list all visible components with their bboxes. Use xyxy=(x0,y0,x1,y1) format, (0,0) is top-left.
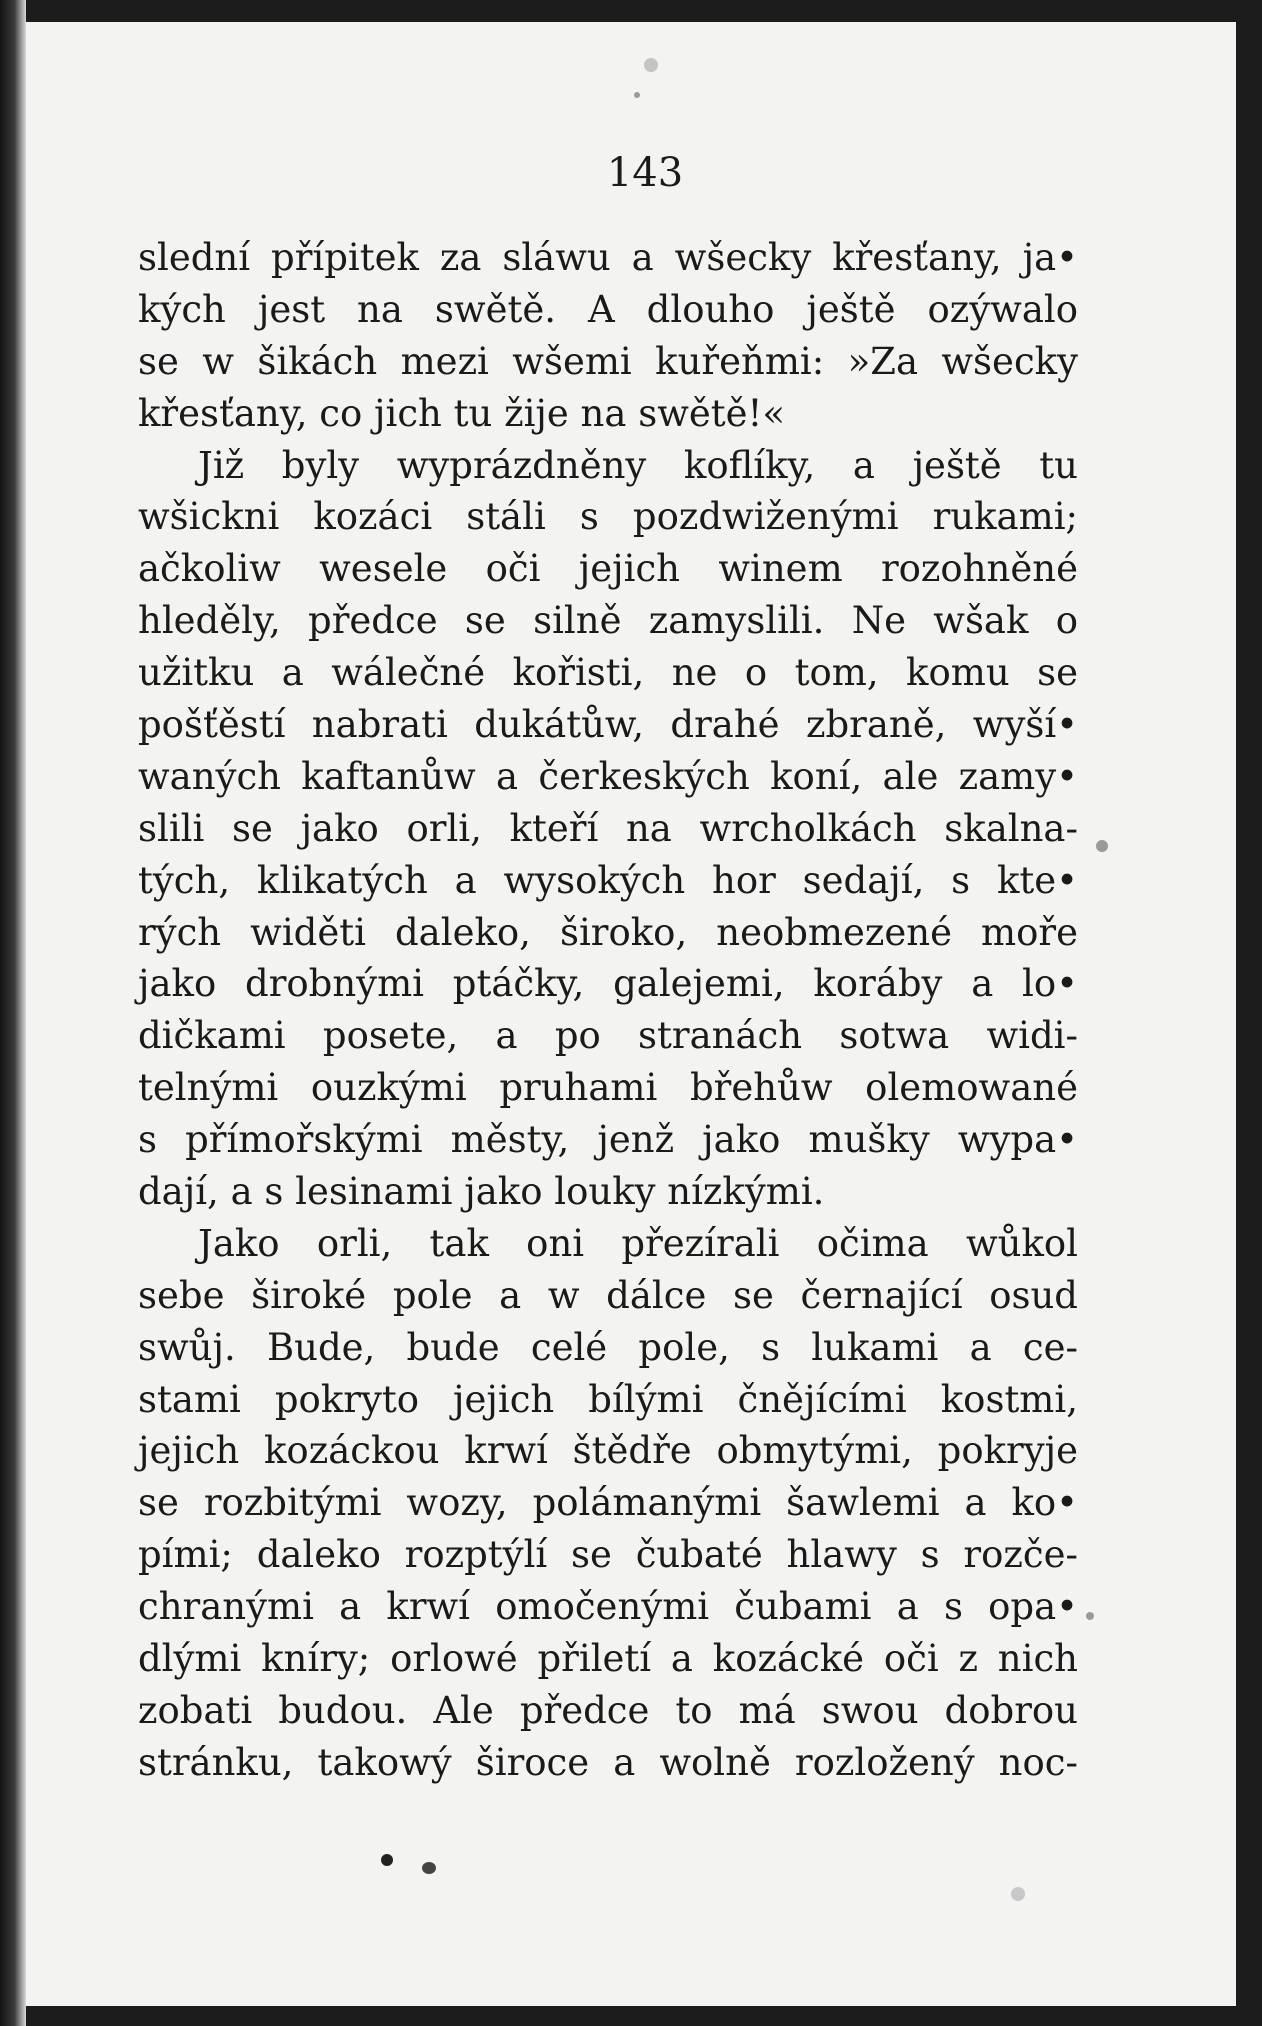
text-line: Jako orli, tak oni přezírali očima wůkol xyxy=(198,1221,1078,1265)
ink-speck xyxy=(1086,1612,1094,1620)
text-line: waných kaftanůw a čerkeských koní, ale zamy• xyxy=(138,754,1078,798)
text-line: slední přípitek za sláwu a wšecky křesťany, ja• xyxy=(138,236,1078,279)
text-line: chranými a krwí omočenými čubami a s opa• xyxy=(138,1585,1078,1629)
text-line: stránku, takowý široce a wolně rozložený noc- xyxy=(138,1740,1078,1784)
text-line: stami pokryto jejich bílými čnějícími kostmi, xyxy=(138,1377,1078,1421)
text-line: zobati budou. Ale předce to má swou dobrou xyxy=(138,1688,1078,1732)
body-text xyxy=(138,232,1078,1789)
text-line: jako drobnými ptáčky, galejemi, koráby a lo• xyxy=(138,962,1078,1006)
text-line: slili se jako orli, kteří na wrcholkách skalna- xyxy=(138,806,1078,850)
text-line: se w šikách mezi wšemi kuřeňmi: »Za wšecky xyxy=(138,339,1078,383)
text-line: pími; daleko rozptýlí se čubaté hlawy s rozče- xyxy=(138,1533,1078,1577)
text-line: kých jest na swětě. A dlouho ještě ozýwalo xyxy=(138,287,1078,331)
text-line: křesťany, co jich tu žije na swětě!« xyxy=(138,391,786,435)
text-line: hleděly, předce se silně zamyslili. Ne wšak o xyxy=(138,599,1078,643)
text-line: se rozbitými wozy, polámanými šawlemi a ko• xyxy=(138,1481,1078,1525)
text-line: s přímořskými městy, jenž jako mušky wypa• xyxy=(138,1118,1078,1162)
text-line: Již byly wyprázdněny koflíky, a ještě tu xyxy=(198,443,1078,487)
left-page-edge xyxy=(0,0,26,2026)
ink-speck xyxy=(381,1854,393,1866)
text-line: ačkoliw wesele oči jejich winem rozohněné xyxy=(138,547,1078,591)
text-line: wšickni kozáci stáli s pozdwiženými rukami; xyxy=(138,495,1078,539)
text-line: užitku a wálečné kořisti, ne o tom, komu se xyxy=(138,651,1078,695)
text-line: dičkami posete, a po stranách sotwa widi- xyxy=(138,1014,1078,1058)
page-number: 143 xyxy=(606,150,684,196)
text-line: dlými kníry; orlowé přiletí a kozácké oči z nich xyxy=(138,1637,1078,1681)
ink-speck xyxy=(1096,840,1108,852)
text-line: tých, klikatých a wysokých hor sedají, s kte• xyxy=(138,858,1078,902)
text-line: swůj. Bude, bude celé pole, s lukami a ce- xyxy=(138,1325,1078,1369)
text-line: sebe široké pole a w dálce se černající osud xyxy=(138,1273,1078,1317)
text-line: pošťěstí nabrati dukátůw, drahé zbraně, wyší• xyxy=(138,703,1078,747)
text-line: jejich kozáckou krwí štědře obmytými, pokryje xyxy=(138,1429,1078,1473)
book-page xyxy=(26,22,1236,2006)
text-line: telnými ouzkými pruhami břehůw olemowané xyxy=(138,1066,1078,1110)
ink-speck xyxy=(1011,1887,1025,1901)
ink-speck xyxy=(644,58,658,72)
text-line: dají, a s lesinami jako louky nízkými. xyxy=(138,1170,825,1214)
ink-speck xyxy=(634,92,640,98)
text-line: rých widěti daleko, široko, neobmezené moře xyxy=(138,910,1078,954)
ink-speck xyxy=(422,1862,436,1874)
